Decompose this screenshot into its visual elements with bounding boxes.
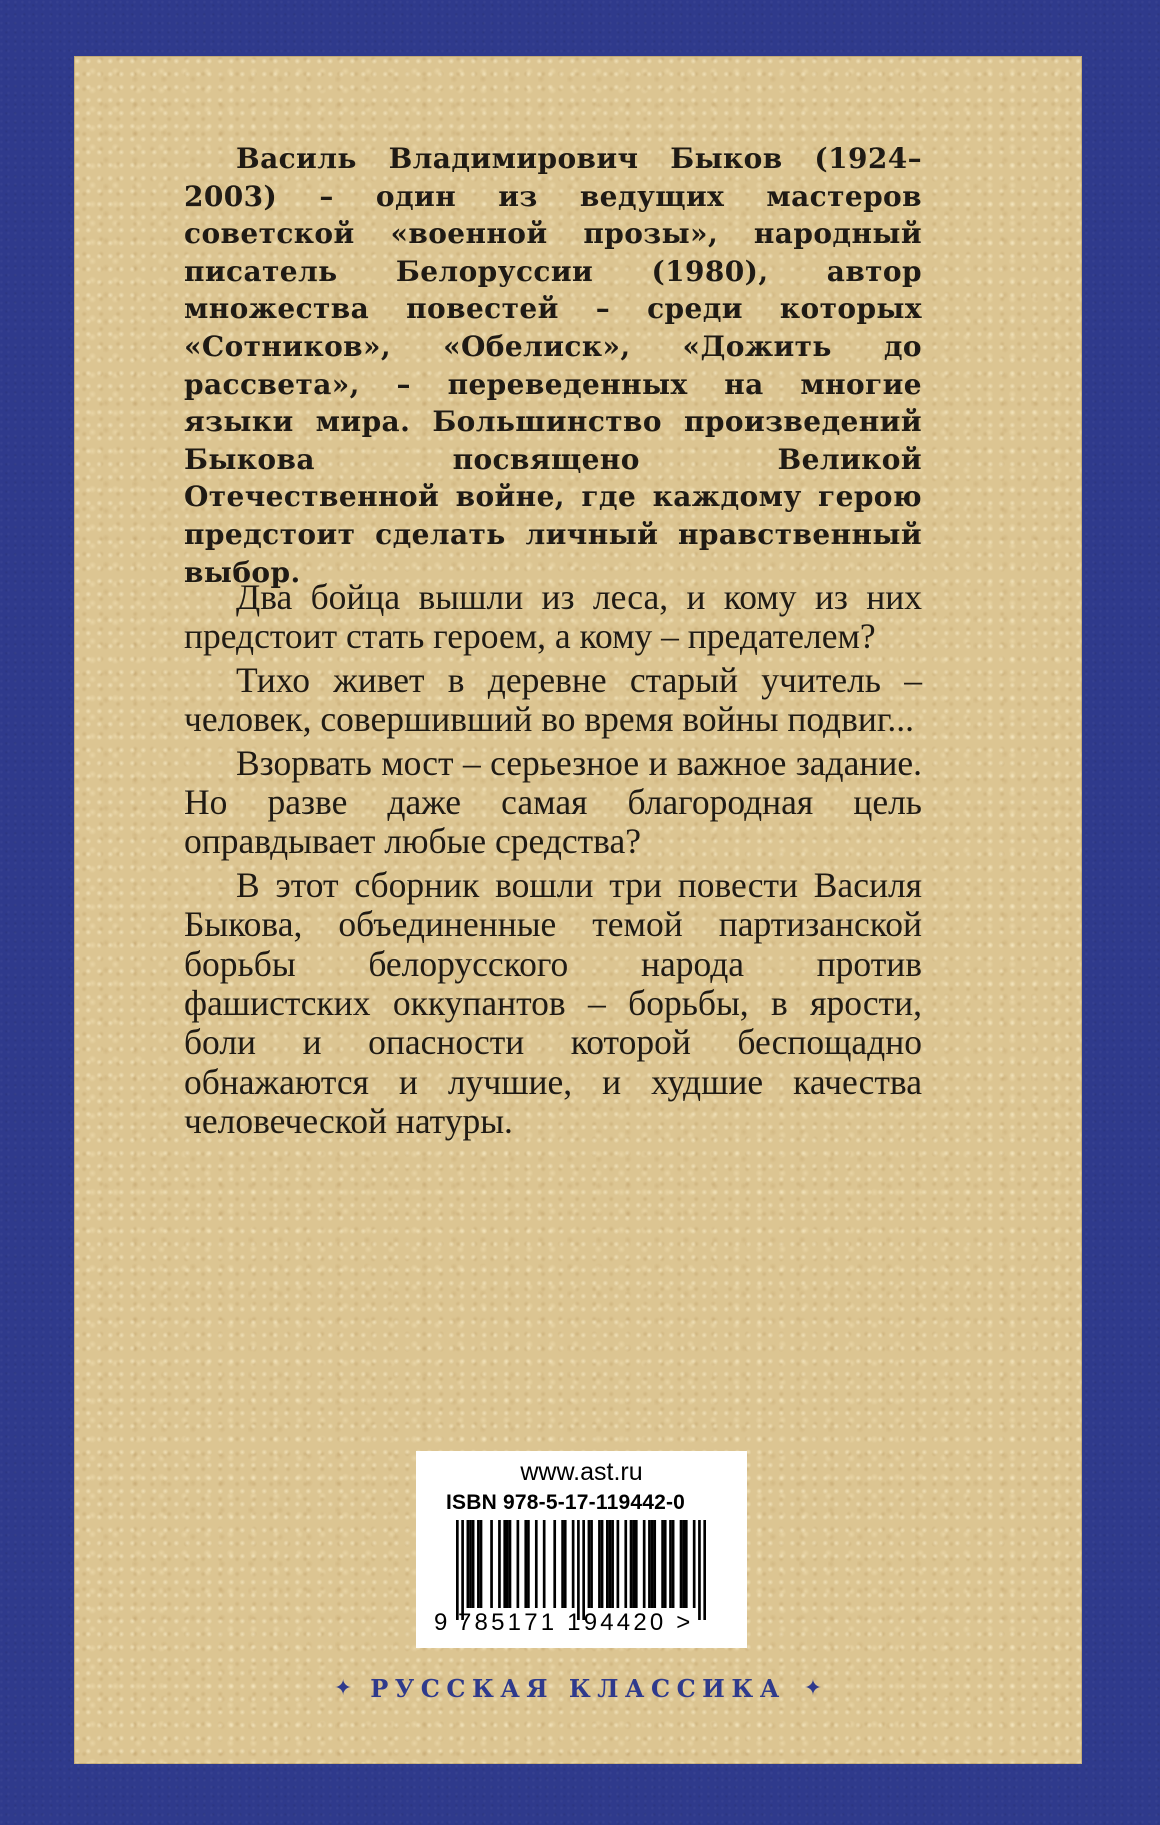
barcode-bar	[651, 1520, 654, 1608]
barcode-bar	[624, 1520, 627, 1608]
barcode-bar	[588, 1520, 591, 1608]
fleuron-icon: ✦	[333, 1676, 353, 1701]
series-line	[74, 1672, 1082, 1706]
barcode-bar	[582, 1520, 585, 1620]
barcode-bar	[590, 1520, 593, 1608]
annotation-paragraph-3: Взорвать мост – серьезное и важное задание. Но разве даже самая благородная цель оправдывает любые средства?	[184, 742, 922, 862]
barcode-bar	[632, 1520, 635, 1608]
publisher-url[interactable]: www.ast.ru	[520, 1458, 643, 1486]
barcode-bar	[653, 1520, 656, 1608]
author-bio-text: Василь Владимирович Быков (1924–2003) – один из ведущих мастеров советской «военной прозы», народный писатель Белоруссии (1980), автор множества повестей – среди которых «Сотников», «Обелиск», «Дожить до рассвета», – переведенных на многие языки мира. Большинство произведений Быкова посвящено Великой Отечественной войне, где каждому герою предстоит сделать личный нравственный выбор.	[184, 142, 922, 589]
annotation-paragraph-2: Тихо живет в деревне старый учитель – человек, совершивший во время войны подвиг...	[184, 659, 922, 740]
barcode-bar	[543, 1520, 546, 1608]
barcode-bar	[469, 1520, 472, 1608]
barcode-bar	[561, 1520, 564, 1608]
barcode-bar	[577, 1520, 580, 1620]
barcode-bar	[467, 1520, 470, 1608]
barcode-bar	[601, 1520, 604, 1608]
series-label: РУССКАЯ КЛАССИКА	[370, 1674, 786, 1703]
barcode-bar	[490, 1520, 493, 1608]
barcode-bar	[685, 1520, 688, 1608]
barcode-bar	[572, 1520, 575, 1608]
barcode-bar	[498, 1520, 501, 1608]
barcode-bar	[672, 1520, 675, 1608]
barcode-bar	[648, 1520, 651, 1608]
annotation-paragraph-4: В этот сборник вошли три повести Василя Быкова, объединенные темой партизанской борьбы белорусского народа против фашистских оккупантов – борьбы, в ярости, боли и опасности которой беспощадно обнажаются и лучшие, и худшие качества человеческой натуры.	[184, 864, 922, 1142]
barcode-bar	[524, 1520, 527, 1608]
barcode-bar	[506, 1520, 509, 1608]
barcode-bar	[643, 1520, 646, 1608]
barcode-bar	[509, 1520, 512, 1608]
barcode-bar	[693, 1520, 696, 1608]
barcode-bar	[635, 1520, 638, 1608]
barcode-bar	[611, 1520, 614, 1608]
barcode-bar	[553, 1520, 556, 1608]
ean-first-digit: 9	[434, 1609, 448, 1636]
barcode-bar	[480, 1520, 483, 1608]
barcode-bar	[682, 1520, 685, 1608]
barcode-bar	[456, 1520, 459, 1620]
barcode-bar	[503, 1520, 506, 1608]
barcode-bar	[606, 1520, 609, 1608]
barcode-bar	[630, 1520, 633, 1608]
barcode-bar	[609, 1520, 612, 1608]
barcode-bar	[617, 1520, 620, 1608]
fleuron-icon: ✦	[803, 1676, 823, 1701]
barcode-bar	[698, 1520, 701, 1620]
barcode-bar	[661, 1520, 664, 1608]
barcode-bar	[680, 1520, 683, 1608]
author-bio	[184, 140, 922, 591]
barcode-bar	[527, 1520, 530, 1608]
barcode-bar	[703, 1520, 706, 1620]
barcode-box	[416, 1451, 747, 1648]
barcode-bar	[517, 1520, 520, 1608]
barcode-bar	[477, 1520, 480, 1608]
barcode-bar	[664, 1520, 667, 1608]
isbn-label: ISBN 978-5-17-119442-0	[446, 1491, 686, 1514]
barcode-bar	[535, 1520, 538, 1608]
ean-digits: 785171 194420 >	[458, 1609, 694, 1636]
barcode-bar	[669, 1520, 672, 1608]
barcode-bar	[564, 1520, 567, 1608]
annotation-paragraph-1: Два бойца вышли из леса, и кому из них предстоит стать героем, а кому – предателем?	[184, 577, 922, 657]
barcode-bars	[456, 1520, 706, 1620]
barcode-bar	[598, 1520, 601, 1608]
barcode-bar	[461, 1520, 464, 1620]
book-annotation	[184, 578, 922, 1146]
barcode-bar	[472, 1520, 475, 1608]
